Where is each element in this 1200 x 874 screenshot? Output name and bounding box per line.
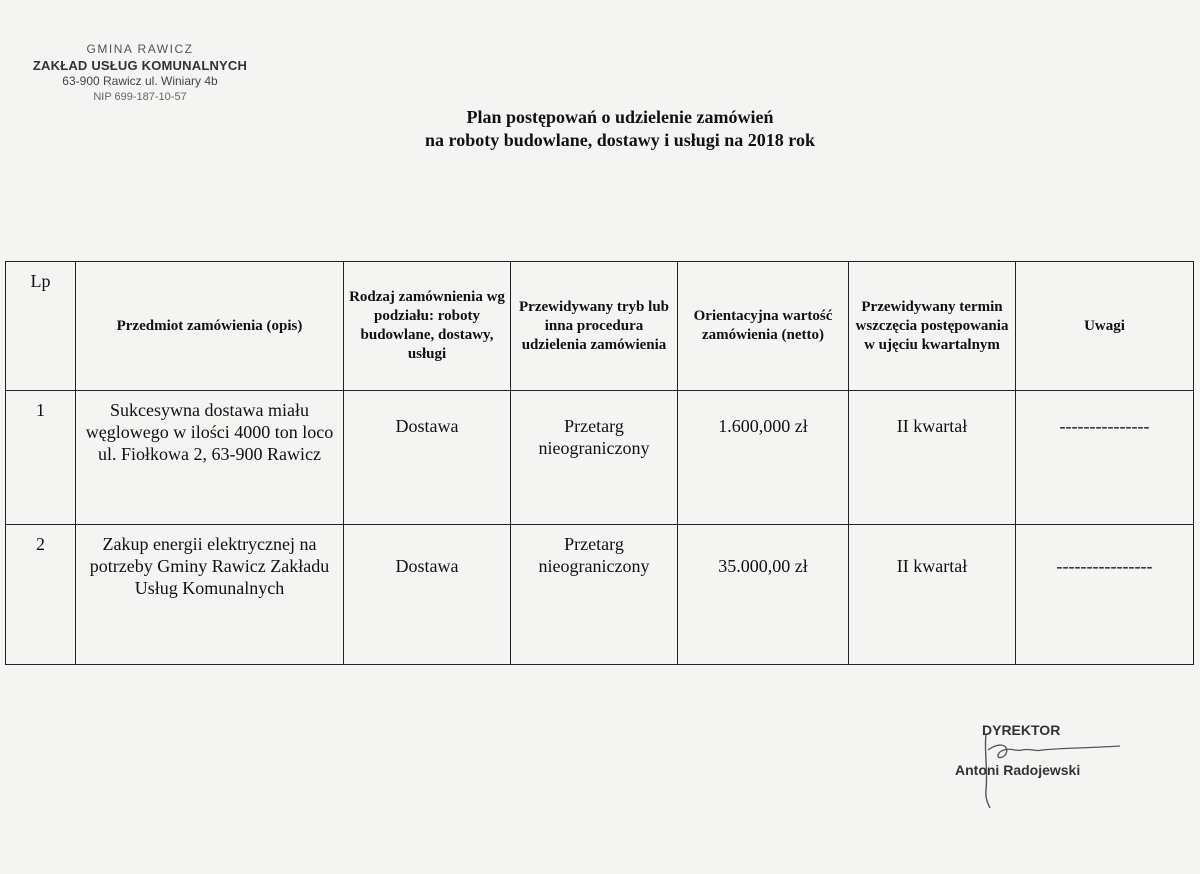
header-order-type: Rodzaj zamównienia wg podziału: roboty budowlane, dostawy, usługi	[344, 262, 511, 391]
table-header-row	[6, 262, 1194, 391]
director-signature-block	[950, 720, 1150, 810]
header-lp: Lp	[6, 262, 76, 391]
cell-subject: Zakup energii elektrycznej na potrzeby Gminy Rawicz Zakładu Usług Komunalnych	[76, 525, 344, 665]
document-title-line-1: Plan postępowań o udzielenie zamówień	[466, 107, 774, 127]
cell-planned-term: II kwartał	[849, 391, 1016, 525]
director-name: Antoni Radojewski	[955, 762, 1081, 778]
table-row	[6, 391, 1194, 525]
stamp-address: 63-900 Rawicz ul. Winiary 4b	[62, 74, 218, 89]
institution-stamp	[20, 42, 260, 102]
procurement-plan-table	[5, 261, 1194, 665]
cell-subject: Sukcesywna dostawa miału węglowego w ilości 4000 ton loco ul. Fiołkowa 2, 63-900 Rawicz	[76, 391, 344, 525]
stamp-nip: NIP 699-187-10-57	[93, 91, 187, 103]
document-title	[0, 106, 1200, 152]
header-estimated-value: Orientacyjna wartość zamówienia (netto)	[678, 262, 849, 391]
cell-lp: 1	[6, 391, 76, 525]
stamp-municipality: GMINA RAWICZ	[86, 42, 194, 56]
cell-estimated-value: 1.600,000 zł	[678, 391, 849, 525]
cell-procedure: Przetarg nieograniczony	[511, 391, 678, 525]
cell-order-type: Dostawa	[344, 525, 511, 665]
cell-estimated-value: 35.000,00 zł	[678, 525, 849, 665]
cell-lp: 2	[6, 525, 76, 665]
cell-notes: ----------------	[1016, 525, 1194, 665]
header-planned-term: Przewidywany termin wszczęcia postępowania w ujęciu kwartalnym	[849, 262, 1016, 391]
director-title: DYREKTOR	[982, 722, 1061, 738]
table-row	[6, 525, 1194, 665]
cell-order-type: Dostawa	[344, 391, 511, 525]
header-subject: Przedmiot zamówienia (opis)	[76, 262, 344, 391]
cell-planned-term: II kwartał	[849, 525, 1016, 665]
header-procedure: Przewidywany tryb lub inna procedura udzielenia zamówienia	[511, 262, 678, 391]
stamp-organization: ZAKŁAD USŁUG KOMUNALNYCH	[32, 57, 248, 73]
cell-notes: ---------------	[1016, 391, 1194, 525]
cell-procedure: Przetarg nieograniczony	[511, 525, 678, 665]
header-notes: Uwagi	[1016, 262, 1194, 391]
document-title-line-2: na roboty budowlane, dostawy i usługi na 2018 rok	[425, 130, 815, 150]
